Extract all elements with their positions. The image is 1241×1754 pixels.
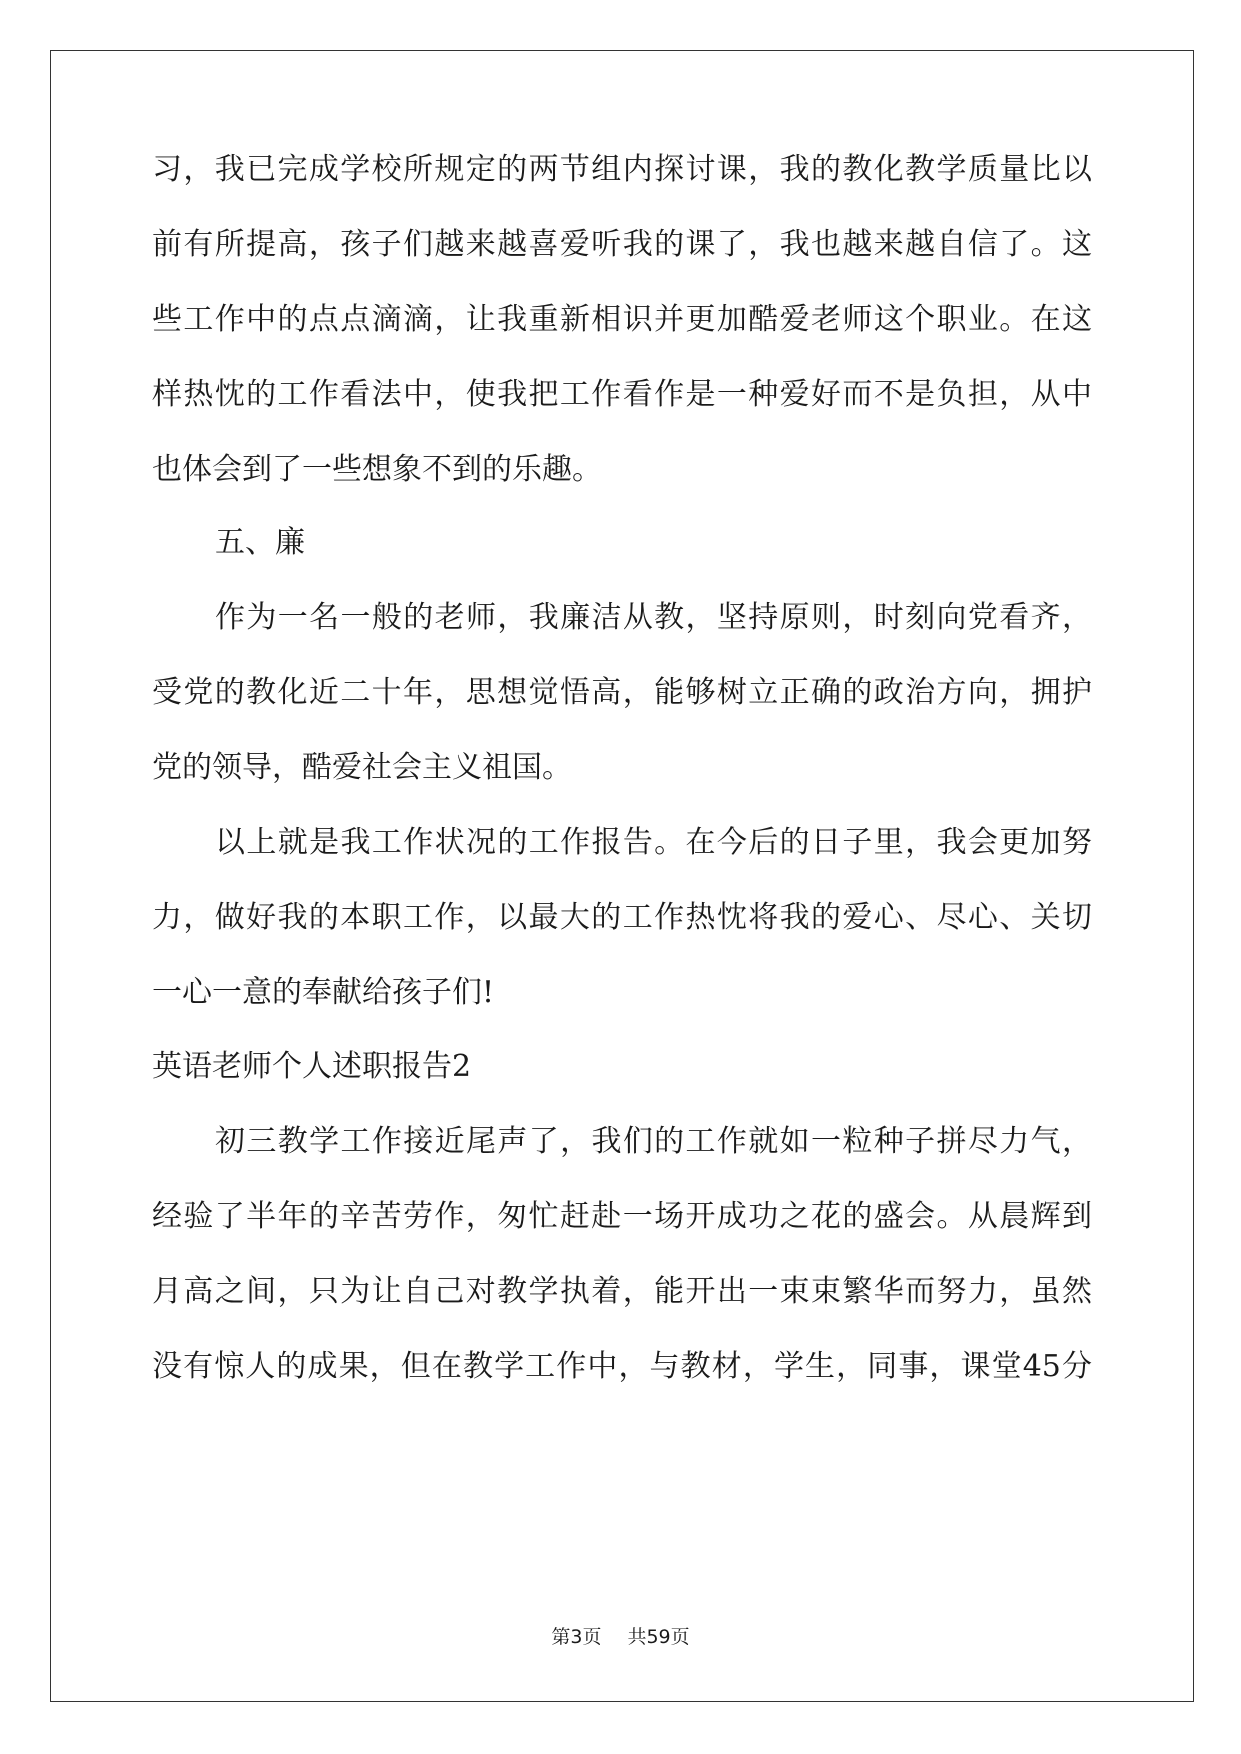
report-title: 英语老师个人述职报告2	[152, 1049, 472, 1084]
text-line: 一心一意的奉献给孩子们!	[152, 975, 495, 1010]
text-line: 前有所提高，孩子们越来越喜爱听我的课了，我也越来越自信了。这	[152, 227, 1092, 262]
text-line: 些工作中的点点滴滴，让我重新相识并更加酷爱老师这个职业。在这	[152, 302, 1092, 337]
text-line: 力，做好我的本职工作，以最大的工作热忱将我的爱心、尽心、关切	[152, 900, 1092, 935]
text-line: 经验了半年的辛苦劳作，匆忙赶赴一场开成功之花的盛会。从晨辉到	[152, 1199, 1092, 1234]
page-border	[50, 50, 1194, 1702]
text-line: 也体会到了一些想象不到的乐趣。	[152, 452, 602, 487]
section-heading: 五、廉	[215, 525, 305, 560]
text-line: 受党的教化近二十年，思想觉悟高，能够树立正确的政治方向，拥护	[152, 675, 1092, 710]
text-line: 作为一名一般的老师，我廉洁从教，坚持原则，时刻向党看齐，	[215, 600, 1092, 635]
page-footer	[0, 1622, 1241, 1649]
total-pages-label: 共59页	[627, 1626, 690, 1648]
text-line: 没有惊人的成果，但在教学工作中，与教材，学生，同事，课堂45分	[152, 1349, 1092, 1384]
text-line: 样热忱的工作看法中，使我把工作看作是一种爱好而不是负担，从中	[152, 377, 1092, 412]
text-line: 月高之间，只为让自己对教学执着，能开出一束束繁华而努力，虽然	[152, 1274, 1092, 1309]
text-line: 以上就是我工作状况的工作报告。在今后的日子里，我会更加努	[215, 825, 1092, 860]
current-page-label: 第3页	[551, 1626, 602, 1648]
text-line: 习，我已完成学校所规定的两节组内探讨课，我的教化教学质量比以	[152, 152, 1092, 187]
text-line: 初三教学工作接近尾声了，我们的工作就如一粒种子拼尽力气，	[215, 1124, 1092, 1159]
text-line: 党的领导，酷爱社会主义祖国。	[152, 750, 572, 785]
